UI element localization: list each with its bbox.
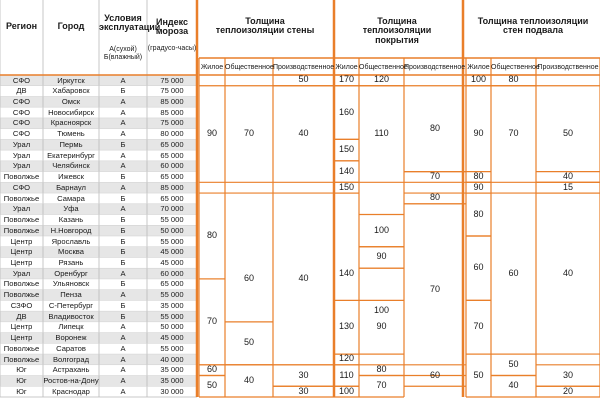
header-walls-industrial: Производственное bbox=[273, 64, 335, 71]
row-city: Самара bbox=[57, 193, 85, 203]
row-frost-index: 40 000 bbox=[160, 354, 184, 364]
header-basement-industrial: Производственное bbox=[537, 64, 599, 71]
insulation-value: 80 bbox=[429, 192, 440, 203]
row-condition: А bbox=[120, 107, 126, 117]
insulation-value: 130 bbox=[338, 321, 355, 332]
header-roof-residential: Жилое bbox=[335, 64, 358, 71]
row-city: Тюмень bbox=[57, 129, 85, 139]
row-city: С-Петербург bbox=[48, 300, 94, 310]
row-condition: А bbox=[120, 365, 126, 375]
row-condition: Б bbox=[120, 236, 126, 246]
insulation-value: 90 bbox=[206, 128, 217, 139]
row-frost-index: 55 000 bbox=[160, 215, 184, 225]
insulation-value: 70 bbox=[376, 380, 387, 391]
row-region: СФО bbox=[12, 182, 31, 192]
row-region: СФО bbox=[12, 96, 31, 106]
row-city: Волгоград bbox=[52, 354, 90, 364]
row-condition: А bbox=[120, 161, 126, 171]
row-condition: А bbox=[120, 118, 126, 128]
row-frost-index: 60 000 bbox=[160, 268, 184, 278]
insulation-value: 120 bbox=[338, 353, 355, 364]
insulation-value: 40 bbox=[508, 380, 519, 391]
insulation-value: 40 bbox=[243, 374, 254, 385]
row-region: Урал bbox=[12, 204, 31, 214]
row-city: Новосибирск bbox=[48, 107, 94, 117]
row-city: Липецк bbox=[58, 322, 84, 332]
row-city: Владивосток bbox=[48, 311, 94, 321]
row-frost-index: 65 000 bbox=[160, 150, 184, 160]
insulation-value: 80 bbox=[429, 122, 440, 133]
insulation-value: 40 bbox=[562, 170, 573, 181]
insulation-value: 70 bbox=[508, 128, 519, 139]
row-region: Поволжье bbox=[3, 343, 40, 353]
row-condition: А bbox=[120, 376, 126, 386]
row-city: Оренбург bbox=[54, 268, 88, 278]
row-city: Екатеринбург bbox=[47, 150, 95, 160]
row-condition: А bbox=[120, 182, 126, 192]
insulation-value: 50 bbox=[473, 369, 484, 380]
row-condition: Б bbox=[120, 193, 126, 203]
row-condition: А bbox=[120, 290, 126, 300]
row-city: Уфа bbox=[63, 204, 79, 214]
insulation-value: 70 bbox=[473, 321, 484, 332]
row-region: Поволжье bbox=[3, 172, 40, 182]
row-condition: Б bbox=[120, 247, 126, 257]
insulation-value: 70 bbox=[429, 170, 440, 181]
row-city: Казань bbox=[58, 215, 84, 225]
row-region: Поволжье bbox=[3, 290, 40, 300]
row-condition: Б bbox=[120, 311, 126, 321]
row-frost-index: 75 000 bbox=[160, 75, 184, 85]
insulation-value: 70 bbox=[429, 283, 440, 294]
insulation-value: 70 bbox=[243, 128, 254, 139]
header-walls-public: Общественное bbox=[225, 64, 274, 71]
insulation-value: 80 bbox=[473, 208, 484, 219]
row-frost-index: 85 000 bbox=[160, 107, 184, 117]
row-condition: А bbox=[120, 268, 126, 278]
row-region: Урал bbox=[12, 161, 31, 171]
insulation-value: 30 bbox=[298, 385, 309, 396]
row-condition: А bbox=[120, 96, 126, 106]
header-city: Город bbox=[57, 21, 85, 31]
header-frost: Индекс мороза bbox=[155, 17, 189, 37]
insulation-value: 80 bbox=[473, 170, 484, 181]
row-region: Юг bbox=[16, 365, 27, 375]
row-region: Поволжье bbox=[3, 354, 40, 364]
header-roof-public: Общественное bbox=[359, 64, 408, 71]
insulation-value: 160 bbox=[338, 106, 355, 117]
insulation-value: 150 bbox=[338, 144, 355, 155]
insulation-value: 60 bbox=[508, 267, 519, 278]
row-condition: А bbox=[120, 129, 126, 139]
row-region: СФО bbox=[12, 107, 31, 117]
row-frost-index: 80 000 bbox=[160, 129, 184, 139]
row-frost-index: 65 000 bbox=[160, 172, 184, 182]
row-region: Урал bbox=[12, 150, 31, 160]
header-walls: Толщина теплоизоляции стены bbox=[215, 16, 315, 36]
row-region: Центр bbox=[10, 257, 33, 267]
row-city: Барнаул bbox=[56, 182, 86, 192]
insulation-value: 40 bbox=[562, 267, 573, 278]
row-city: Астрахань bbox=[52, 365, 90, 375]
row-city: Челябинск bbox=[52, 161, 90, 171]
row-region: Поволжье bbox=[3, 193, 40, 203]
insulation-value: 100 bbox=[373, 305, 390, 316]
row-frost-index: 65 000 bbox=[160, 139, 184, 149]
row-city: Ульяновск bbox=[52, 279, 90, 289]
row-city: Саратов bbox=[56, 343, 86, 353]
insulation-value: 40 bbox=[298, 128, 309, 139]
insulation-value: 60 bbox=[206, 364, 217, 375]
row-frost-index: 55 000 bbox=[160, 236, 184, 246]
row-frost-index: 50 000 bbox=[160, 322, 184, 332]
row-frost-index: 75 000 bbox=[160, 118, 184, 128]
header-conditions: Условия эксплуатации bbox=[99, 13, 161, 33]
row-region: ДВ bbox=[16, 311, 27, 321]
insulation-value: 70 bbox=[206, 315, 217, 326]
row-condition: А bbox=[120, 343, 126, 353]
row-city: Краснодар bbox=[52, 386, 90, 396]
insulation-value: 50 bbox=[298, 74, 309, 85]
insulation-value: 120 bbox=[373, 74, 390, 85]
header-conditions-note: А(сухой) Б(влажный) bbox=[103, 46, 143, 61]
row-frost-index: 50 000 bbox=[160, 225, 184, 235]
row-frost-index: 55 000 bbox=[160, 343, 184, 353]
row-condition: Б bbox=[120, 300, 126, 310]
row-city: Воронеж bbox=[55, 333, 87, 343]
header-basement-public: Общественное bbox=[491, 64, 540, 71]
row-city: Москва bbox=[58, 247, 84, 257]
row-region: Центр bbox=[10, 236, 33, 246]
row-frost-index: 85 000 bbox=[160, 96, 184, 106]
row-city: Хабаровск bbox=[52, 86, 90, 96]
row-frost-index: 85 000 bbox=[160, 182, 184, 192]
row-condition: А bbox=[120, 75, 126, 85]
row-condition: Б bbox=[120, 257, 126, 267]
row-city: Пенза bbox=[60, 290, 82, 300]
row-frost-index: 35 000 bbox=[160, 300, 184, 310]
row-region: Поволжье bbox=[3, 279, 40, 289]
row-region: СФО bbox=[12, 75, 31, 85]
row-condition: А bbox=[120, 150, 126, 160]
row-region: Поволжье bbox=[3, 225, 40, 235]
insulation-value: 50 bbox=[562, 128, 573, 139]
row-frost-index: 60 000 bbox=[160, 161, 184, 171]
insulation-value: 100 bbox=[338, 385, 355, 396]
insulation-value: 15 bbox=[562, 181, 573, 192]
row-frost-index: 45 000 bbox=[160, 333, 184, 343]
row-region: Поволжье bbox=[3, 215, 40, 225]
insulation-value: 30 bbox=[562, 369, 573, 380]
row-condition: А bbox=[120, 386, 126, 396]
insulation-value: 20 bbox=[562, 385, 573, 396]
row-frost-index: 65 000 bbox=[160, 193, 184, 203]
row-region: ДВ bbox=[16, 86, 27, 96]
header-basement: Толщина теплоизоляции стен подвала bbox=[477, 16, 589, 36]
insulation-value: 30 bbox=[298, 369, 309, 380]
insulation-value: 80 bbox=[508, 74, 519, 85]
row-condition: А bbox=[120, 354, 126, 364]
insulation-value: 170 bbox=[338, 74, 355, 85]
row-condition: Б bbox=[120, 215, 126, 225]
row-frost-index: 45 000 bbox=[160, 247, 184, 257]
header-frost-note: (градусо-часы) bbox=[147, 45, 197, 52]
row-condition: Б bbox=[120, 139, 126, 149]
insulation-value: 50 bbox=[243, 337, 254, 348]
row-frost-index: 35 000 bbox=[160, 376, 184, 386]
insulation-value: 100 bbox=[470, 74, 487, 85]
row-city: Иркутск bbox=[57, 75, 85, 85]
row-frost-index: 30 000 bbox=[160, 386, 184, 396]
row-city: Ижевск bbox=[58, 172, 84, 182]
row-region: СФО bbox=[12, 118, 31, 128]
row-region: Урал bbox=[12, 268, 31, 278]
row-region: СЗФО bbox=[10, 300, 33, 310]
row-frost-index: 70 000 bbox=[160, 204, 184, 214]
header-roof: Толщина теплоизоляции покрытия bbox=[362, 16, 432, 45]
row-frost-index: 55 000 bbox=[160, 311, 184, 321]
insulation-value: 50 bbox=[508, 358, 519, 369]
header-region: Регион bbox=[6, 21, 37, 31]
insulation-value: 110 bbox=[339, 369, 354, 380]
row-frost-index: 65 000 bbox=[160, 279, 184, 289]
insulation-value: 140 bbox=[338, 267, 355, 278]
insulation-value: 60 bbox=[243, 272, 254, 283]
row-condition: Б bbox=[120, 279, 126, 289]
row-region: Урал bbox=[12, 139, 31, 149]
row-region: Юг bbox=[16, 386, 27, 396]
insulation-value: 60 bbox=[473, 262, 484, 273]
row-region: Центр bbox=[10, 247, 33, 257]
insulation-value: 140 bbox=[338, 165, 355, 176]
insulation-value: 50 bbox=[206, 380, 217, 391]
insulation-value: 150 bbox=[338, 181, 355, 192]
row-city: Красноярск bbox=[50, 118, 92, 128]
row-city: Н.Новгород bbox=[50, 225, 92, 235]
row-frost-index: 35 000 bbox=[160, 365, 184, 375]
header-basement-residential: Жилое bbox=[467, 64, 490, 71]
header-walls-residential: Жилое bbox=[200, 64, 224, 71]
row-city: Рязань bbox=[58, 257, 84, 267]
insulation-value: 90 bbox=[473, 128, 484, 139]
row-frost-index: 75 000 bbox=[160, 86, 184, 96]
row-frost-index: 55 000 bbox=[160, 290, 184, 300]
row-condition: Б bbox=[120, 172, 126, 182]
row-region: Центр bbox=[10, 333, 33, 343]
row-frost-index: 45 000 bbox=[160, 257, 184, 267]
row-city: Ярославль bbox=[51, 236, 91, 246]
insulation-value: 100 bbox=[373, 224, 390, 235]
insulation-value: 60 bbox=[429, 369, 440, 380]
row-condition: А bbox=[120, 204, 126, 214]
row-region: Центр bbox=[10, 322, 33, 332]
row-region: Юг bbox=[16, 376, 27, 386]
row-condition: Б bbox=[120, 225, 126, 235]
insulation-value: 90 bbox=[376, 321, 387, 332]
insulation-value: 110 bbox=[374, 128, 389, 139]
row-city: Омск bbox=[61, 96, 81, 106]
insulation-value: 40 bbox=[298, 272, 309, 283]
insulation-value: 90 bbox=[376, 251, 387, 262]
insulation-value: 80 bbox=[376, 364, 387, 375]
row-city: Ростов-на-Дону bbox=[43, 376, 99, 386]
row-condition: Б bbox=[120, 86, 126, 96]
insulation-value: 90 bbox=[473, 181, 484, 192]
row-city: Пермь bbox=[59, 139, 83, 149]
row-condition: А bbox=[120, 333, 126, 343]
insulation-value: 80 bbox=[206, 230, 217, 240]
row-condition: А bbox=[120, 322, 126, 332]
header-roof-industrial: Производственное bbox=[404, 64, 466, 71]
row-region: СФО bbox=[12, 129, 31, 139]
